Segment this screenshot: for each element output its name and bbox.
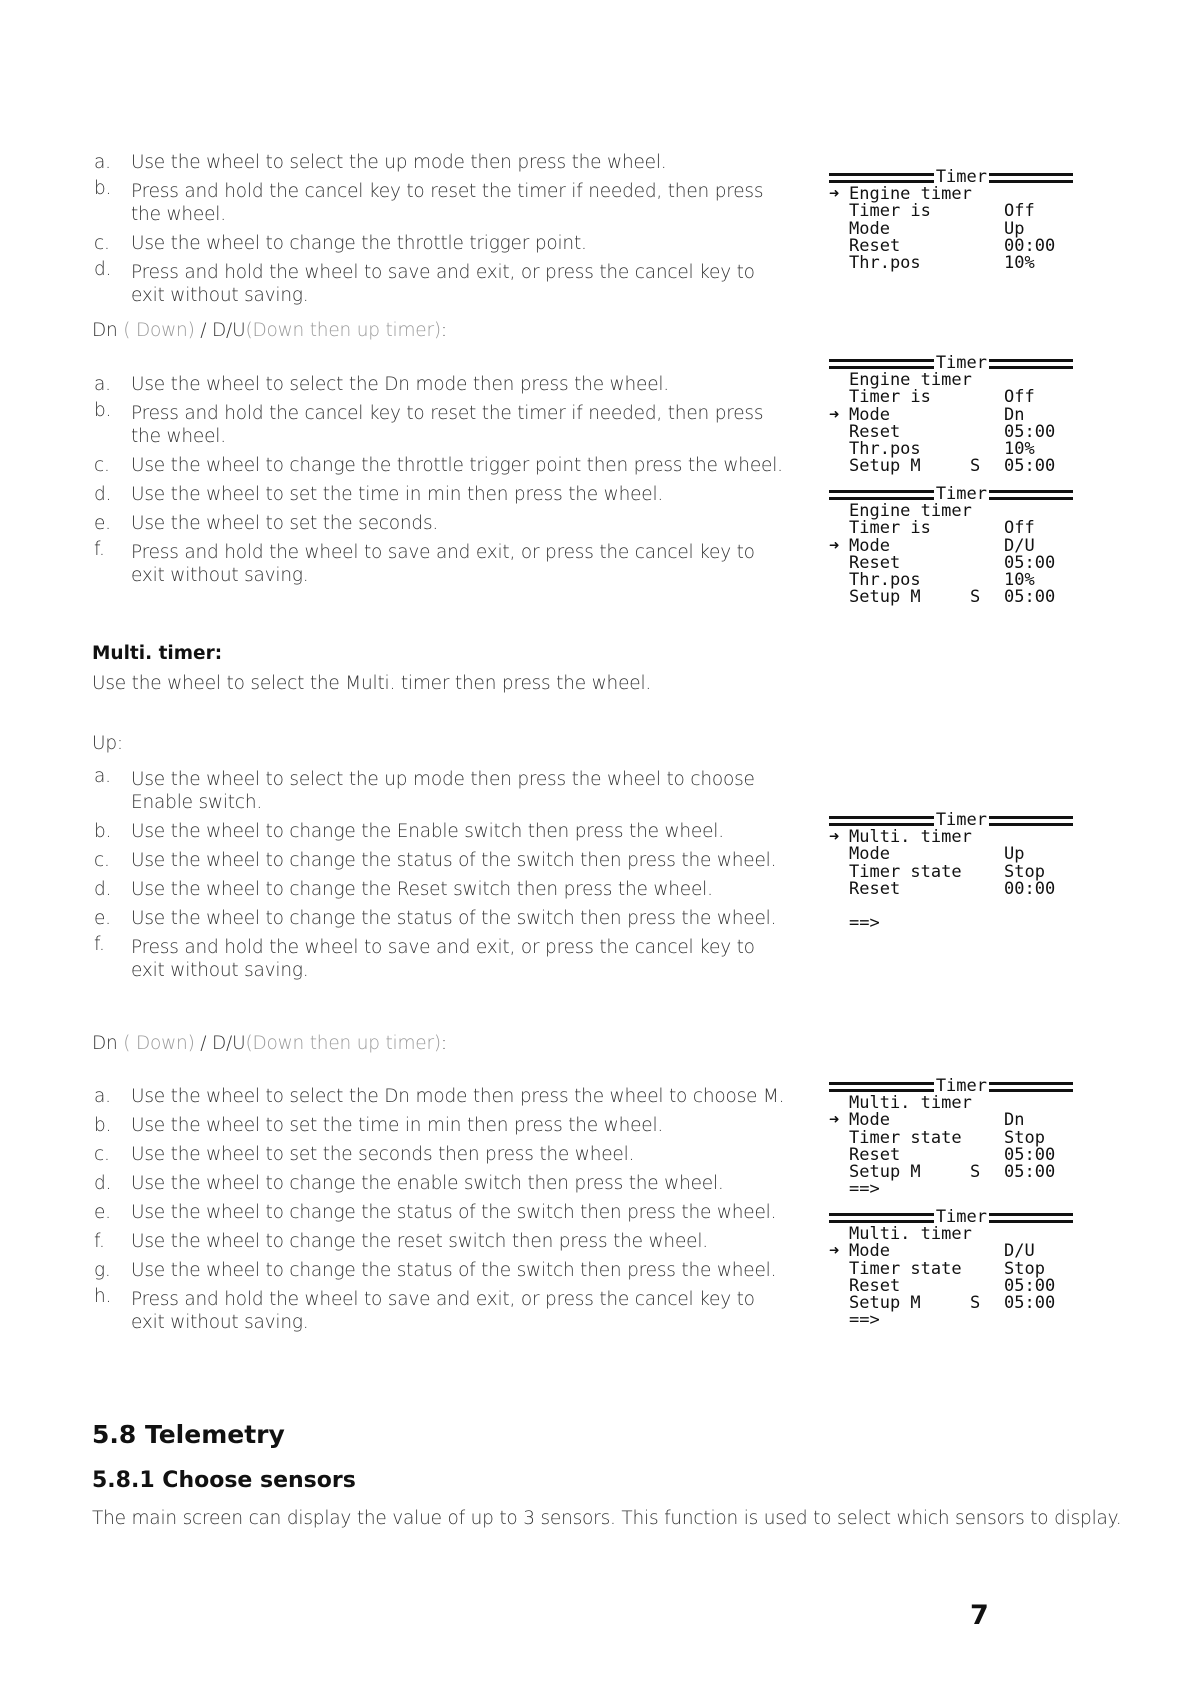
dn-du-heading: [92, 320, 447, 341]
title-bars: [829, 816, 934, 826]
list-marker: e.: [94, 908, 111, 929]
list-marker: a.: [94, 1086, 111, 1107]
lcd-label: Mode: [849, 1241, 890, 1262]
du-label: D/U: [212, 320, 246, 341]
list-item: [94, 1227, 794, 1256]
lcd-value: 05:00: [1004, 1162, 1056, 1183]
lcd-value: Up: [1004, 218, 1025, 239]
down-label: ( Down): [117, 1033, 195, 1054]
lcd-label: Mode: [849, 218, 890, 239]
list-item: [94, 933, 794, 985]
list-item: [94, 148, 794, 177]
list-text: Use the wheel to change the status of the switch then press the wheel.: [131, 850, 777, 871]
lcd-row: [829, 255, 1073, 272]
list-text: Use the wheel to change the throttle trigger point then press the wheel.: [131, 455, 783, 476]
lcd-row: [829, 878, 1073, 899]
lcd-value: Up: [1004, 844, 1025, 865]
lcd-engine-timer-up: [829, 166, 1073, 274]
multi-dn-steps: [94, 1082, 794, 1337]
list-item: [94, 904, 794, 933]
lcd-label: Setup M: [849, 1162, 921, 1183]
lcd-value: Stop: [1004, 1127, 1045, 1148]
lcd-label: Timer is: [849, 518, 931, 539]
lcd-label: Timer is: [849, 201, 931, 222]
lcd-label: Reset: [849, 878, 901, 899]
list-item: [94, 765, 794, 817]
list-marker: c.: [94, 233, 110, 254]
multi-timer-heading: Multi. timer:: [92, 643, 223, 664]
lcd-seconds-label: S: [970, 587, 981, 608]
lcd-row: [829, 458, 1073, 475]
list-item: [94, 258, 794, 310]
lcd-seconds-label: S: [970, 1162, 981, 1183]
list-marker: b.: [94, 178, 112, 199]
lcd-value: 10%: [1004, 570, 1035, 591]
list-text: Use the wheel to set the time in min then press the wheel.: [131, 484, 664, 505]
separator: /: [194, 1033, 213, 1054]
lcd-value: 05:00: [1004, 1293, 1056, 1314]
timer-dn-steps: [94, 370, 794, 590]
selection-arrow-icon: ➜: [829, 184, 840, 204]
list-marker: c.: [94, 455, 110, 476]
list-item: [94, 1169, 794, 1198]
lcd-label: Reset: [849, 1144, 901, 1165]
lcd-value: Dn: [1004, 404, 1025, 425]
multi-up-steps: [94, 765, 794, 985]
page-number: 7: [970, 1600, 989, 1631]
list-text: Press and hold the wheel to save and exit, or press the cancel key to exit without saving.: [131, 937, 755, 981]
lcd-row: [829, 1312, 1073, 1329]
lcd-label: ==>: [849, 913, 880, 934]
list-text: Press and hold the wheel to save and exit, or press the cancel key to exit without saving.: [131, 542, 755, 586]
list-marker: f.: [94, 1231, 105, 1252]
lcd-title: Timer: [935, 483, 987, 504]
lcd-value: 05:00: [1004, 1275, 1056, 1296]
list-text: Press and hold the wheel to save and exit, or press the cancel key to exit without saving.: [131, 262, 755, 306]
lcd-multi-timer-dn: [829, 1075, 1073, 1200]
lcd-label: Reset: [849, 421, 901, 442]
lcd-row: [829, 520, 1073, 537]
list-marker: c.: [94, 1144, 110, 1165]
section-heading: 5.8 Telemetry: [92, 1420, 285, 1449]
selection-arrow-icon: ➜: [829, 404, 840, 425]
lcd-row: [829, 915, 1073, 932]
list-text: Use the wheel to select the Dn mode then press the wheel to choose M.: [131, 1086, 785, 1107]
title-bars: [829, 359, 934, 369]
list-text: Use the wheel to change the enable switch then press the wheel.: [131, 1173, 724, 1194]
lcd-label: Timer state: [849, 1258, 962, 1279]
title-bars: [989, 173, 1073, 183]
down-then-up-label: (Down then up timer): [245, 320, 441, 341]
lcd-label: ==>: [849, 1179, 880, 1200]
title-bars: [829, 1082, 934, 1092]
list-text: Use the wheel to change the status of the switch then press the wheel.: [131, 1260, 777, 1281]
title-bars: [989, 1213, 1073, 1223]
lcd-value: Dn: [1004, 1110, 1025, 1131]
lcd-label: Engine timer: [849, 184, 972, 204]
lcd-label: Reset: [849, 235, 901, 256]
list-text: Use the wheel to change the Reset switch then press the wheel.: [131, 879, 713, 900]
lcd-value: 00:00: [1004, 235, 1056, 256]
list-marker: g.: [94, 1260, 111, 1281]
list-marker: f.: [94, 539, 105, 560]
list-marker: a.: [94, 374, 111, 395]
list-marker: d.: [94, 484, 112, 505]
title-bars: [989, 490, 1073, 500]
lcd-engine-timer-dn: [829, 352, 1073, 477]
list-marker: d.: [94, 879, 112, 900]
lcd-label: Thr.pos: [849, 253, 921, 274]
lcd-row: [829, 389, 1073, 406]
title-bars: [829, 1213, 934, 1223]
separator: /: [194, 320, 213, 341]
list-text: Use the wheel to set the seconds.: [131, 513, 439, 534]
list-item: [94, 538, 794, 590]
title-bars: [989, 1082, 1073, 1092]
list-item: [94, 1285, 794, 1337]
list-text: Press and hold the wheel to save and exit, or press the cancel key to exit without saving.: [131, 1289, 755, 1333]
lcd-value: 05:00: [1004, 552, 1056, 573]
list-item: [94, 1256, 794, 1285]
list-marker: h.: [94, 1286, 112, 1307]
list-item: [94, 229, 794, 258]
lcd-row: [829, 1112, 1073, 1129]
list-marker: b.: [94, 821, 112, 842]
lcd-label: Mode: [849, 404, 890, 425]
list-item: [94, 1198, 794, 1227]
selection-arrow-icon: ➜: [829, 535, 840, 556]
lcd-label: Multi. timer: [849, 1093, 972, 1113]
lcd-label: Multi. timer: [849, 827, 972, 847]
list-text: Use the wheel to change the status of the switch then press the wheel.: [131, 908, 777, 929]
list-text: Use the wheel to change the Enable switch then press the wheel.: [131, 821, 724, 842]
list-text: Use the wheel to select the Dn mode then press the wheel.: [131, 374, 669, 395]
lcd-multi-timer-du: [829, 1206, 1073, 1331]
dn-du-heading-2: [92, 1033, 447, 1054]
lcd-label: Reset: [849, 552, 901, 573]
lcd-label: Multi. timer: [849, 1224, 972, 1244]
list-text: Use the wheel to change the status of the switch then press the wheel.: [131, 1202, 777, 1223]
colon: :: [440, 320, 447, 341]
list-item: [94, 370, 794, 399]
list-marker: b.: [94, 400, 112, 421]
lcd-title: Timer: [935, 352, 987, 373]
subsection-heading: 5.8.1 Choose sensors: [92, 1468, 356, 1493]
dn-label: Dn: [92, 1033, 118, 1054]
list-text: Use the wheel to change the throttle trigger point.: [131, 233, 587, 254]
list-item: [94, 875, 794, 904]
list-marker: a.: [94, 766, 111, 787]
lcd-value: 05:00: [1004, 456, 1056, 477]
selection-arrow-icon: ➜: [829, 827, 840, 847]
lcd-seconds-label: S: [970, 1293, 981, 1314]
list-marker: c.: [94, 850, 110, 871]
lcd-label: Mode: [849, 535, 890, 556]
lcd-multi-timer-up: [829, 809, 1073, 934]
list-marker: d.: [94, 259, 112, 280]
list-item: [94, 1140, 794, 1169]
list-item: [94, 509, 794, 538]
lcd-row: [829, 1243, 1073, 1260]
lcd-label: ==>: [849, 1310, 880, 1331]
title-bars: [989, 359, 1073, 369]
title-bars: [989, 816, 1073, 826]
lcd-value: 10%: [1004, 253, 1035, 274]
lcd-value: 00:00: [1004, 878, 1056, 899]
timer-up-steps: [94, 148, 794, 310]
lcd-seconds-label: S: [970, 456, 981, 477]
du-label: D/U: [212, 1033, 246, 1054]
lcd-title: Timer: [935, 166, 987, 187]
list-item: [94, 817, 794, 846]
lcd-value: Stop: [1004, 1258, 1045, 1279]
list-marker: e.: [94, 513, 111, 534]
list-text: Use the wheel to select the up mode then press the wheel.: [131, 152, 667, 173]
list-text: Use the wheel to select the up mode then press the wheel to choose Enable switch.: [131, 769, 755, 813]
lcd-title: Timer: [935, 1075, 987, 1096]
title-bars: [829, 490, 934, 500]
lcd-value: Stop: [1004, 861, 1045, 882]
list-item: [94, 480, 794, 509]
lcd-row: [829, 846, 1073, 863]
colon: :: [440, 1033, 447, 1054]
lcd-label: Mode: [849, 844, 890, 865]
list-marker: f.: [94, 934, 105, 955]
multi-timer-intro: Use the wheel to select the Multi. timer then press the wheel.: [92, 673, 652, 694]
lcd-label: Thr.pos: [849, 570, 921, 591]
lcd-label: Setup M: [849, 587, 921, 608]
telemetry-body: The main screen can display the value of up to 3 sensors. This function is used to select which sensors to display.: [92, 1508, 1122, 1529]
lcd-label: Timer state: [849, 1127, 962, 1148]
lcd-value: 05:00: [1004, 421, 1056, 442]
title-bars: [829, 173, 934, 183]
list-text: Use the wheel to set the seconds then press the wheel.: [131, 1144, 635, 1165]
lcd-row: [829, 589, 1073, 606]
list-item: [94, 451, 794, 480]
list-item: [94, 1111, 794, 1140]
list-text: Press and hold the cancel key to reset the timer if needed, then press the wheel.: [131, 403, 764, 447]
list-item: [94, 399, 794, 451]
list-marker: e.: [94, 1202, 111, 1223]
lcd-value: Off: [1004, 387, 1035, 408]
lcd-value: Off: [1004, 518, 1035, 539]
lcd-value: Off: [1004, 201, 1035, 222]
list-text: Use the wheel to change the reset switch then press the wheel.: [131, 1231, 708, 1252]
list-text: Use the wheel to set the time in min then press the wheel.: [131, 1115, 664, 1136]
lcd-label: Mode: [849, 1110, 890, 1131]
lcd-title: Timer: [935, 809, 987, 830]
dn-label: Dn: [92, 320, 118, 341]
lcd-label: Timer is: [849, 387, 931, 408]
lcd-value: 05:00: [1004, 587, 1056, 608]
list-item: [94, 177, 794, 229]
lcd-label: Reset: [849, 1275, 901, 1296]
selection-arrow-icon: ➜: [829, 1110, 840, 1131]
lcd-label: Setup M: [849, 456, 921, 477]
lcd-title: Timer: [935, 1206, 987, 1227]
list-marker: a.: [94, 152, 111, 173]
lcd-row: [829, 203, 1073, 220]
selection-arrow-icon: ➜: [829, 1241, 840, 1262]
lcd-engine-timer-du: [829, 483, 1073, 608]
lcd-row: [829, 1181, 1073, 1198]
list-item: [94, 1082, 794, 1111]
list-text: Press and hold the cancel key to reset the timer if needed, then press the wheel.: [131, 181, 764, 225]
lcd-label: Setup M: [849, 1293, 921, 1314]
lcd-label: Engine timer: [849, 370, 972, 390]
lcd-label: Engine timer: [849, 501, 972, 521]
down-label: ( Down): [117, 320, 195, 341]
lcd-value: 05:00: [1004, 1144, 1056, 1165]
lcd-value: D/U: [1004, 535, 1035, 556]
up-label: Up:: [92, 733, 123, 754]
lcd-value: D/U: [1004, 1241, 1035, 1262]
down-then-up-label: (Down then up timer): [245, 1033, 441, 1054]
list-marker: d.: [94, 1173, 112, 1194]
lcd-label: Thr.pos: [849, 439, 921, 460]
lcd-label: Timer state: [849, 861, 962, 882]
lcd-value: 10%: [1004, 439, 1035, 460]
list-marker: b.: [94, 1115, 112, 1136]
list-item: [94, 846, 794, 875]
